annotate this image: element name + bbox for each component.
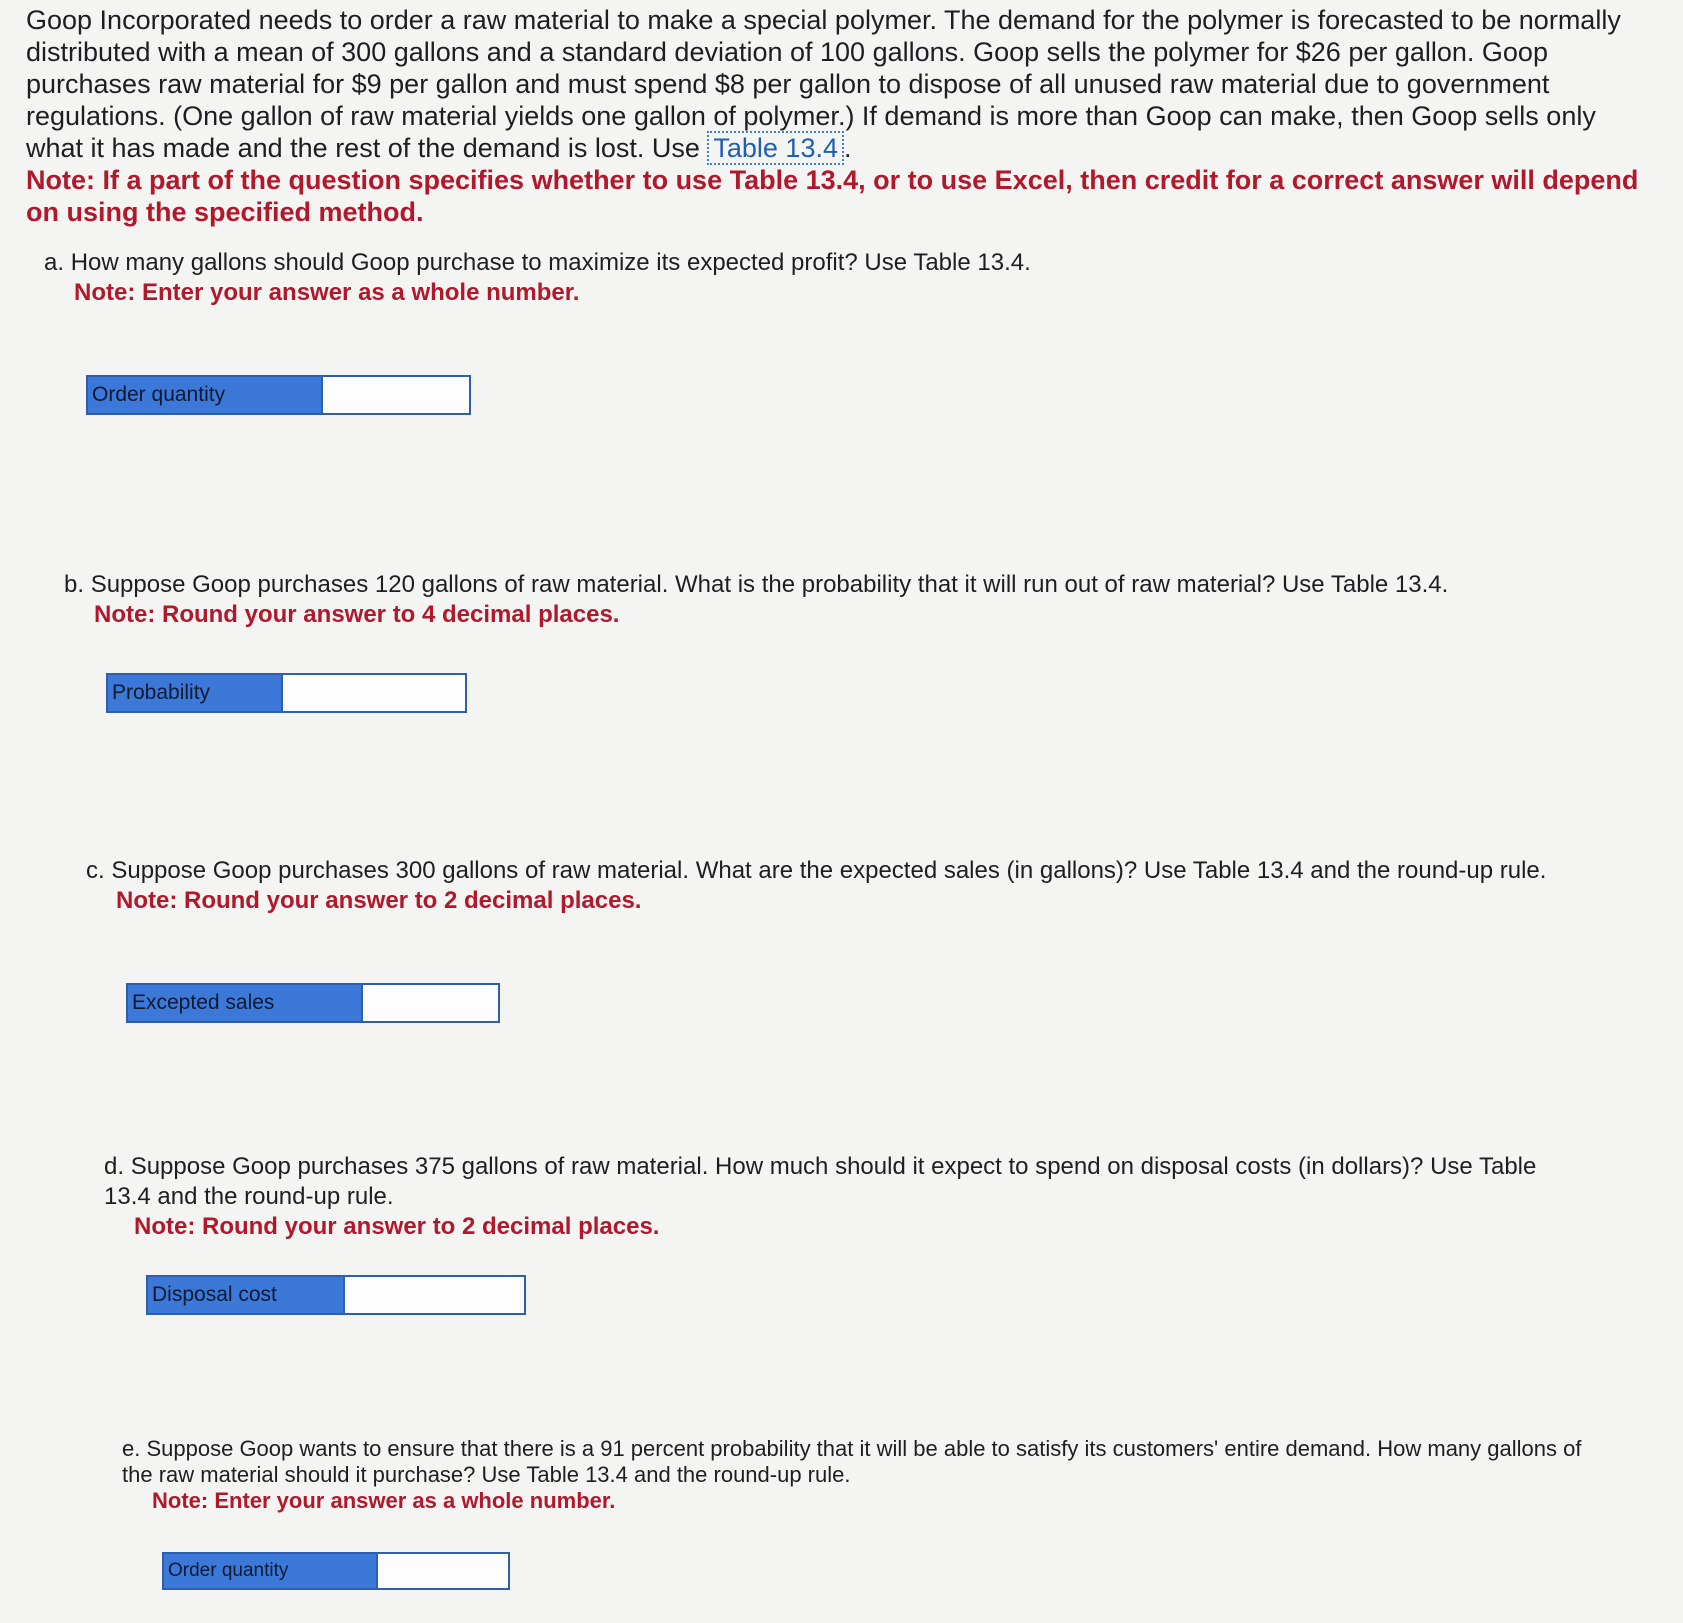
question-e-prompt [122, 1436, 1582, 1488]
question-e-note: Note: Enter your answer as a whole number. [152, 1488, 616, 1513]
question-a-prompt [44, 248, 1244, 278]
question-b-note: Note: Round your answer to 4 decimal places. [94, 601, 620, 628]
order-quantity-input-e[interactable] [378, 1554, 508, 1588]
problem-text-end: . [843, 133, 852, 163]
disposal-cost-input-d[interactable] [345, 1277, 524, 1313]
question-b-text: Suppose Goop purchases 120 gallons of raw material. What is the probability that it will run out of raw material? Use Table 13.4. [90, 571, 1449, 598]
order-quantity-label-e: Order quantity [164, 1554, 378, 1588]
question-d-letter: d. [104, 1153, 125, 1180]
probability-label-b: Probability [108, 675, 283, 711]
table-13-4-link[interactable]: Table 13.4 [707, 131, 844, 165]
disposal-cost-field-d [146, 1275, 526, 1315]
question-e-text: Suppose Goop wants to ensure that there is a 91 percent probability that it will be able to satisfy its customers' entire demand. How many gallons of the raw material should it purchase? Use Table 13.4 and the round-up rule. [122, 1436, 1582, 1487]
expected-sales-label-c: Excepted sales [128, 985, 363, 1021]
question-b-letter: b. [64, 571, 85, 598]
question-d-prompt [104, 1152, 1584, 1212]
question-c-letter: c. [86, 857, 105, 884]
question-e [122, 1436, 1582, 1514]
question-a-text: How many gallons should Goop purchase to maximize its expected profit? Use Table 13.4. [70, 249, 1031, 276]
question-e-letter: e. [122, 1436, 141, 1461]
order-quantity-input-a[interactable] [323, 377, 469, 413]
question-c-prompt [86, 856, 1586, 886]
question-b [64, 570, 1564, 630]
order-quantity-field-a [86, 375, 471, 415]
order-quantity-label-a: Order quantity [88, 377, 323, 413]
expected-sales-field-c [126, 983, 500, 1023]
method-note: Note: If a part of the question specifies whether to use Table 13.4, or to use Excel, then credit for a correct answer will depend on using the specified method. [26, 165, 1639, 227]
question-a [44, 248, 1244, 308]
probability-input-b[interactable] [283, 675, 465, 711]
question-d [104, 1152, 1584, 1242]
question-c-text: Suppose Goop purchases 300 gallons of raw material. What are the expected sales (in gallons)? Use Table 13.4 and the round-up rule. [111, 857, 1547, 884]
problem-text: Goop Incorporated needs to order a raw material to make a special polymer. The demand for the polymer is forecasted to be normally distributed with a mean of 300 gallons and a standard deviation of 100 gallons. Goop sells the polymer for $26 per gallon. Goop purchases raw material for $9 per gallon and must spend $8 per gallon to dispose of all unused raw material due to government regulations. (One gallon of raw material yields one gallon of polymer.) If demand is more than Goop can make, then Goop sells only what it has made and the rest of the demand is lost. Use [26, 5, 1621, 163]
question-d-note: Note: Round your answer to 2 decimal places. [134, 1213, 660, 1240]
question-d-text: Suppose Goop purchases 375 gallons of raw material. How much should it expect to spend on disposal costs (in dollars)? Use Table 13.4 and the round-up rule. [104, 1153, 1537, 1210]
question-c-note: Note: Round your answer to 2 decimal places. [116, 887, 642, 914]
order-quantity-field-e [162, 1552, 510, 1590]
problem-intro [26, 4, 1656, 228]
question-a-note: Note: Enter your answer as a whole number. [74, 279, 580, 306]
disposal-cost-label-d: Disposal cost [148, 1277, 345, 1313]
question-a-letter: a. [44, 249, 65, 276]
probability-field-b [106, 673, 467, 713]
question-c [86, 856, 1586, 916]
expected-sales-input-c[interactable] [363, 985, 498, 1021]
question-b-prompt [64, 570, 1564, 600]
problem-statement [26, 4, 1656, 164]
